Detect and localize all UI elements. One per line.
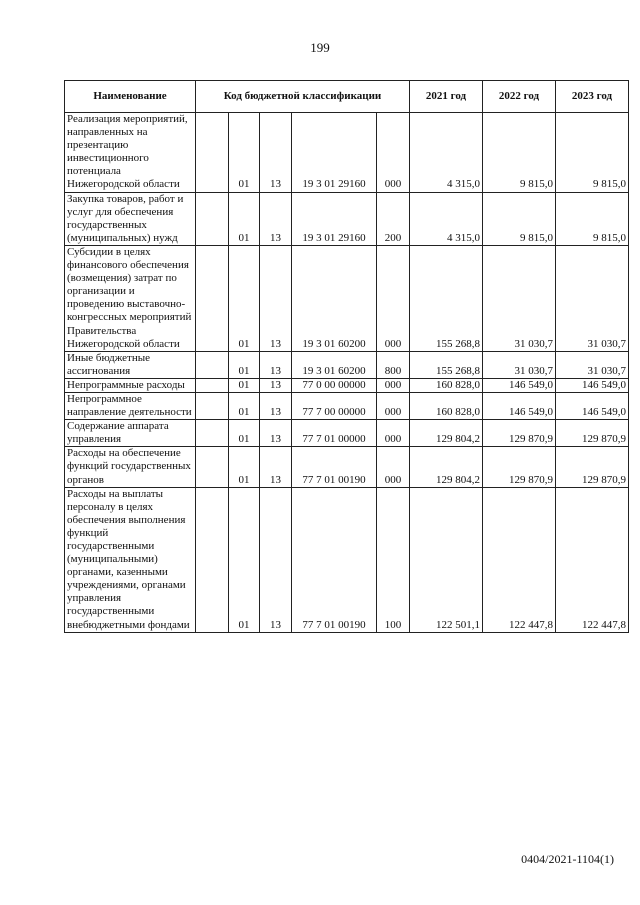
- row-blank-cell: [196, 113, 229, 193]
- row-value-2022: 129 870,9: [483, 420, 556, 447]
- row-expense-type: 000: [377, 447, 410, 487]
- row-value-2022: 146 549,0: [483, 392, 556, 419]
- row-subsection: 13: [260, 245, 292, 351]
- row-expense-type: 200: [377, 192, 410, 245]
- row-expense-type: 000: [377, 245, 410, 351]
- row-value-2023: 9 815,0: [556, 113, 629, 193]
- table-row: [65, 392, 629, 419]
- row-section: 01: [229, 392, 260, 419]
- row-value-2023: 31 030,7: [556, 351, 629, 378]
- row-value-2021: 160 828,0: [410, 378, 483, 392]
- row-blank-cell: [196, 447, 229, 487]
- row-article: 19 3 01 60200: [292, 245, 377, 351]
- row-expense-type: 000: [377, 392, 410, 419]
- row-value-2022: 9 815,0: [483, 192, 556, 245]
- row-blank-cell: [196, 192, 229, 245]
- row-value-2023: 129 870,9: [556, 420, 629, 447]
- row-article: 77 7 01 00000: [292, 420, 377, 447]
- table-row: [65, 192, 629, 245]
- row-value-2023: 9 815,0: [556, 192, 629, 245]
- row-value-2021: 122 501,1: [410, 487, 483, 632]
- row-name: Расходы на обеспечение функций государственных органов: [65, 447, 196, 487]
- row-section: 01: [229, 378, 260, 392]
- row-value-2021: 155 268,8: [410, 245, 483, 351]
- page-number: 199: [310, 40, 330, 55]
- header-2022: 2022 год: [483, 81, 556, 113]
- row-value-2022: 31 030,7: [483, 245, 556, 351]
- header-2023: 2023 год: [556, 81, 629, 113]
- row-subsection: 13: [260, 447, 292, 487]
- row-value-2023: 146 549,0: [556, 392, 629, 419]
- row-subsection: 13: [260, 113, 292, 193]
- row-name: Закупка товаров, работ и услуг для обеспечения государственных (муниципальных) нужд: [65, 192, 196, 245]
- row-blank-cell: [196, 487, 229, 632]
- row-section: 01: [229, 447, 260, 487]
- table-row: [65, 245, 629, 351]
- row-value-2021: 160 828,0: [410, 392, 483, 419]
- table-row: [65, 487, 629, 632]
- row-name: Непрограммное направление деятельности: [65, 392, 196, 419]
- row-value-2021: 129 804,2: [410, 447, 483, 487]
- row-subsection: 13: [260, 378, 292, 392]
- row-subsection: 13: [260, 420, 292, 447]
- table-row: [65, 420, 629, 447]
- row-value-2022: 122 447,8: [483, 487, 556, 632]
- row-value-2021: 4 315,0: [410, 113, 483, 193]
- row-name: Содержание аппарата управления: [65, 420, 196, 447]
- row-blank-cell: [196, 420, 229, 447]
- table-body: [65, 113, 629, 633]
- row-section: 01: [229, 351, 260, 378]
- row-subsection: 13: [260, 392, 292, 419]
- row-value-2021: 155 268,8: [410, 351, 483, 378]
- row-value-2022: 31 030,7: [483, 351, 556, 378]
- row-expense-type: 100: [377, 487, 410, 632]
- row-section: 01: [229, 113, 260, 193]
- row-value-2022: 146 549,0: [483, 378, 556, 392]
- row-article: 19 3 01 29160: [292, 113, 377, 193]
- row-value-2023: 122 447,8: [556, 487, 629, 632]
- row-section: 01: [229, 245, 260, 351]
- header-code: Код бюджетной классификации: [196, 81, 410, 113]
- row-value-2023: 31 030,7: [556, 245, 629, 351]
- row-name: Непрограммные расходы: [65, 378, 196, 392]
- row-expense-type: 000: [377, 113, 410, 193]
- row-subsection: 13: [260, 487, 292, 632]
- table-row: [65, 113, 629, 193]
- row-blank-cell: [196, 378, 229, 392]
- row-value-2023: 129 870,9: [556, 447, 629, 487]
- row-article: 77 7 00 00000: [292, 392, 377, 419]
- row-value-2021: 4 315,0: [410, 192, 483, 245]
- row-name: Расходы на выплаты персоналу в целях обеспечения выполнения функций государственными (муниципальными) органами, казенными учреждениями, органами управления государственными внебюджетными фондами: [65, 487, 196, 632]
- row-article: 19 3 01 60200: [292, 351, 377, 378]
- row-subsection: 13: [260, 351, 292, 378]
- row-blank-cell: [196, 245, 229, 351]
- row-blank-cell: [196, 351, 229, 378]
- document-code: 0404/2021-1104(1): [521, 852, 614, 866]
- row-article: 77 7 01 00190: [292, 487, 377, 632]
- row-expense-type: 000: [377, 420, 410, 447]
- row-name: Субсидии в целях финансового обеспечения (возмещения) затрат по организации и проведению выставочно-конгрессных мероприятий Правительства Нижегородской области: [65, 245, 196, 351]
- row-name: Иные бюджетные ассигнования: [65, 351, 196, 378]
- row-section: 01: [229, 420, 260, 447]
- row-value-2022: 9 815,0: [483, 113, 556, 193]
- header-2021: 2021 год: [410, 81, 483, 113]
- row-subsection: 13: [260, 192, 292, 245]
- row-article: 19 3 01 29160: [292, 192, 377, 245]
- header-name: Наименование: [65, 81, 196, 113]
- budget-table: [64, 80, 629, 633]
- table-row: [65, 351, 629, 378]
- row-expense-type: 800: [377, 351, 410, 378]
- table-header-row: [65, 81, 629, 113]
- row-article: 77 0 00 00000: [292, 378, 377, 392]
- table-row: [65, 447, 629, 487]
- row-value-2022: 129 870,9: [483, 447, 556, 487]
- row-blank-cell: [196, 392, 229, 419]
- row-expense-type: 000: [377, 378, 410, 392]
- row-section: 01: [229, 487, 260, 632]
- row-article: 77 7 01 00190: [292, 447, 377, 487]
- row-name: Реализация мероприятий, направленных на презентацию инвестиционного потенциала Нижегородской области: [65, 113, 196, 193]
- row-value-2021: 129 804,2: [410, 420, 483, 447]
- table-row: [65, 378, 629, 392]
- row-value-2023: 146 549,0: [556, 378, 629, 392]
- row-section: 01: [229, 192, 260, 245]
